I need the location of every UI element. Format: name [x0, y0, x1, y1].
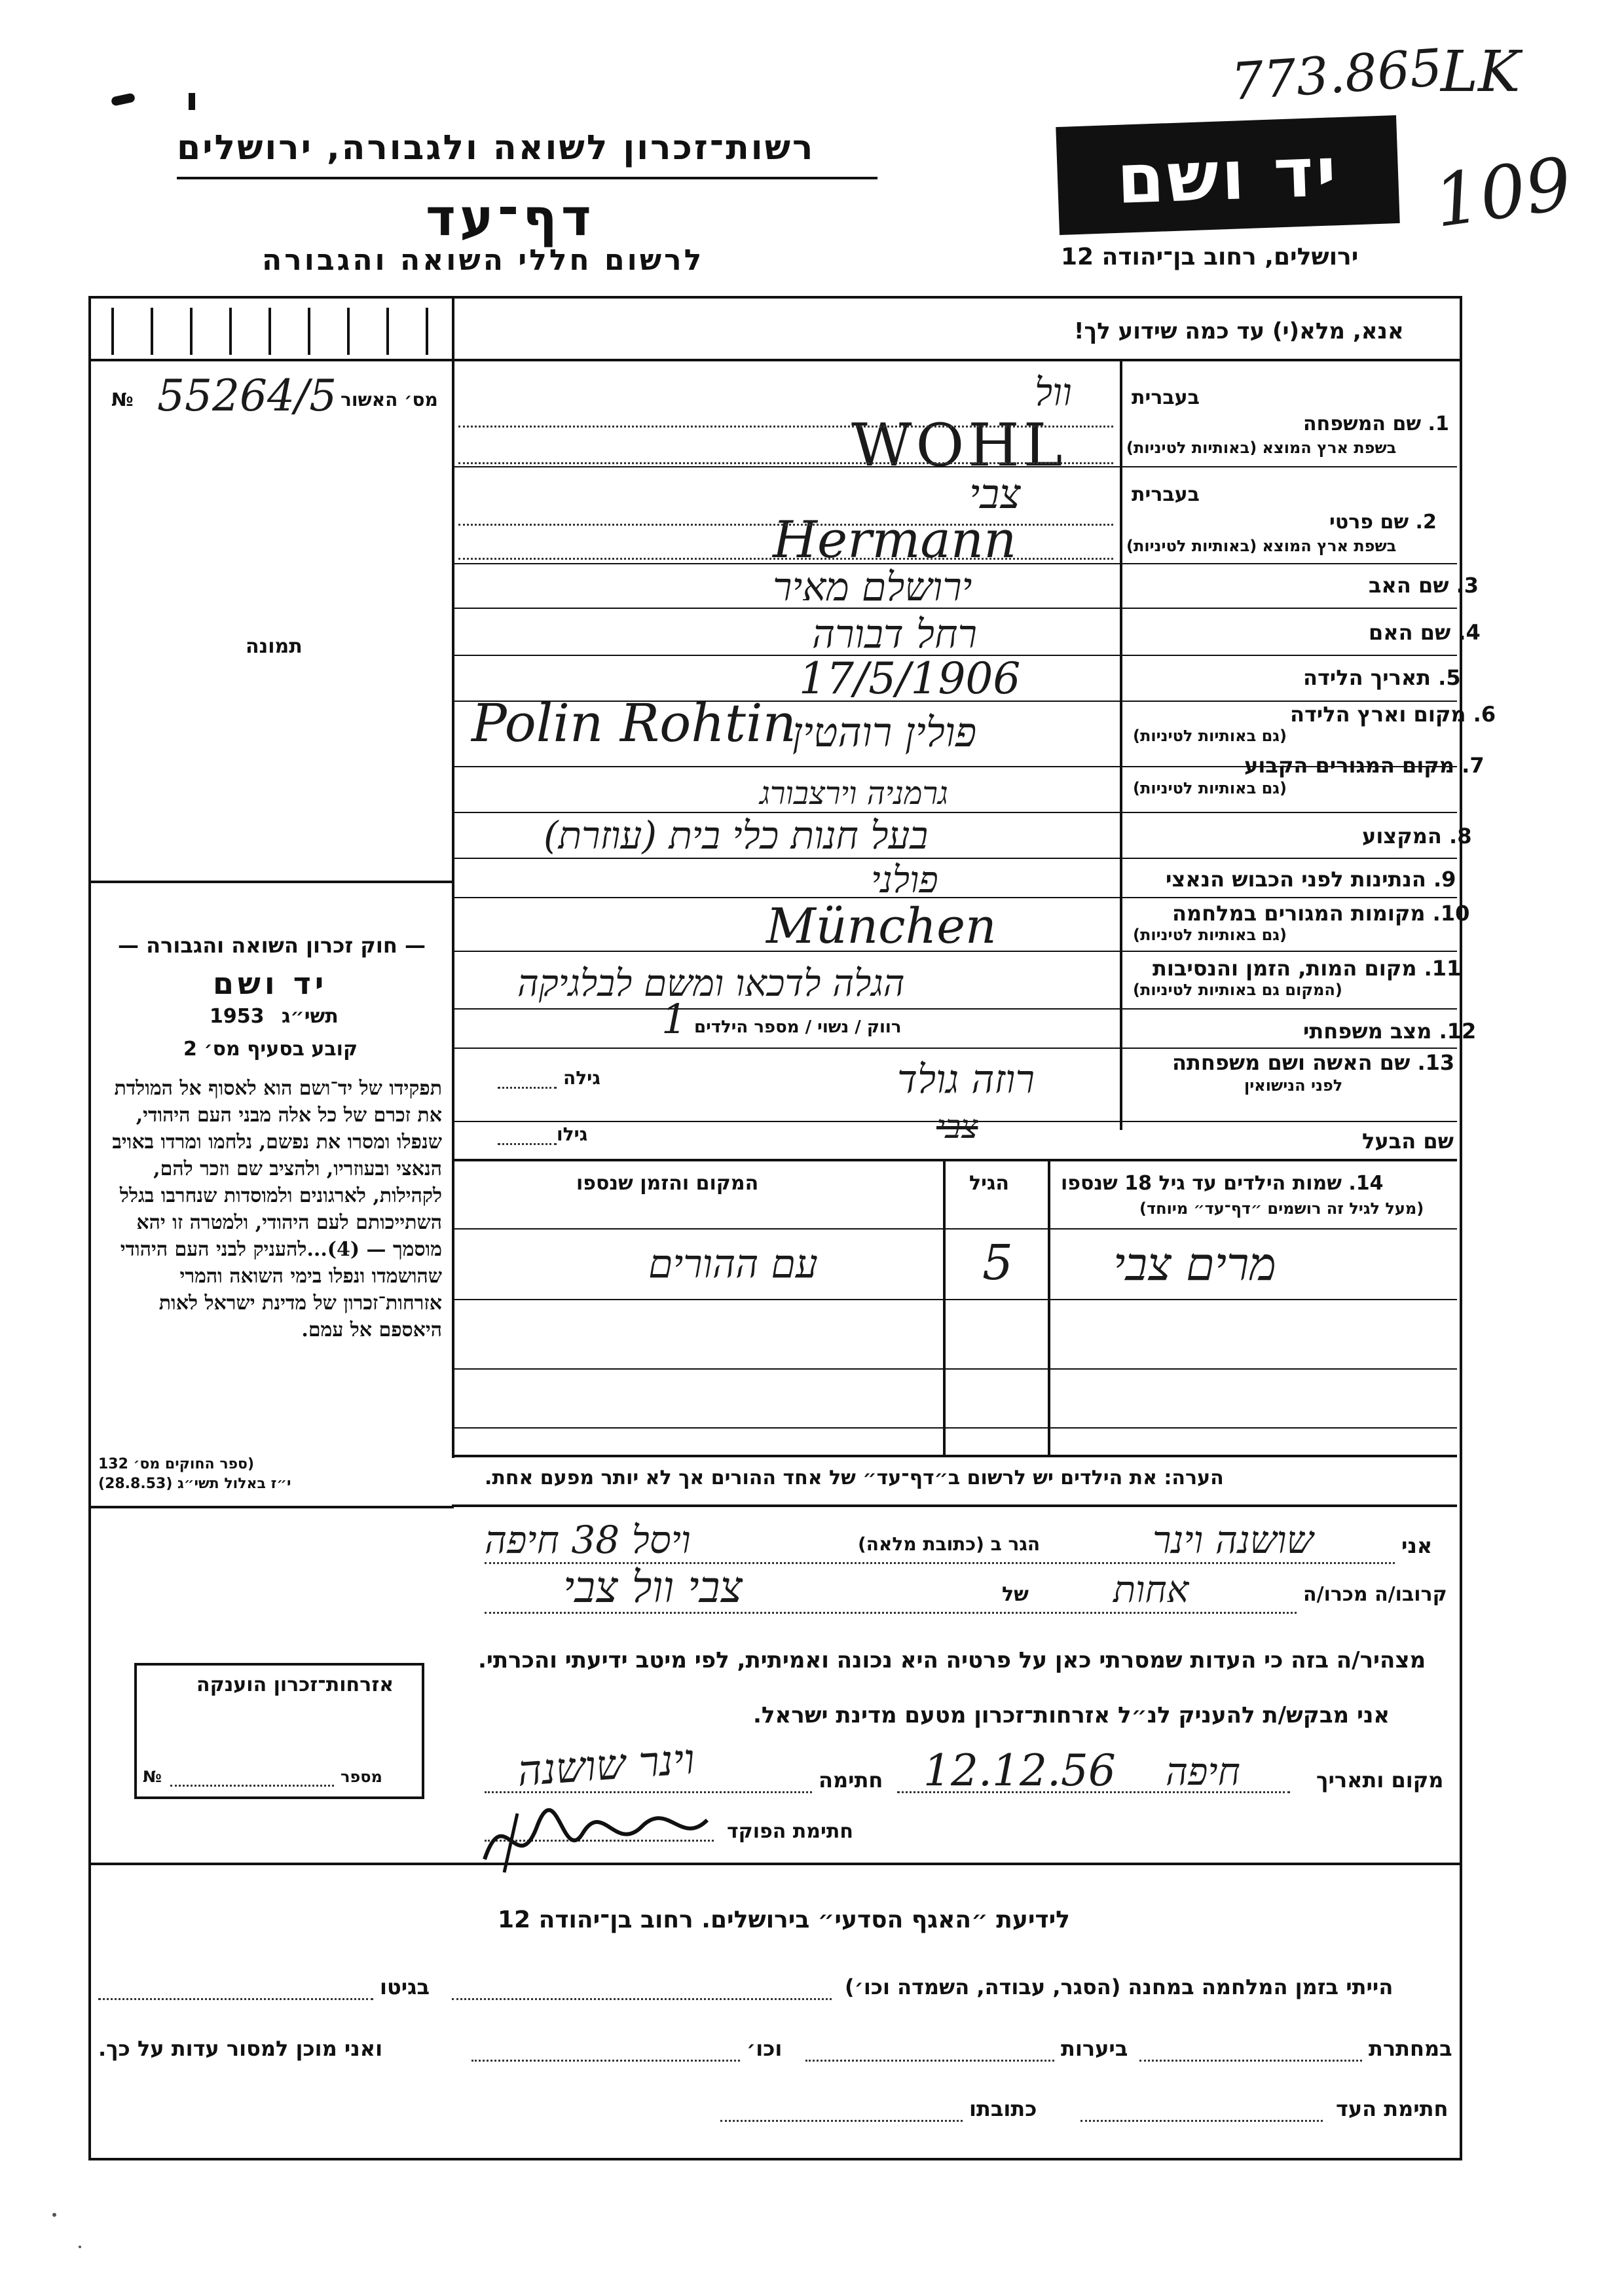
- field6-sub: (גם באותיות לטיניות): [1133, 727, 1287, 745]
- witness-signature-label: חתימת העד: [1336, 2096, 1449, 2121]
- field3-value: ירושלם מאיר: [773, 564, 972, 610]
- field2-line: [458, 558, 1113, 560]
- children-top-rule: [452, 1159, 1457, 1161]
- note-bottom-rule: [452, 1504, 1457, 1507]
- sidebar-bottom-rule: [88, 1506, 454, 1508]
- certificate-title: אזרחות־זכרון הוענקה: [196, 1673, 394, 1696]
- yad-vashem-logo: [1056, 115, 1399, 235]
- field1-latin-value: WOHL: [851, 411, 1067, 480]
- etc-line: [471, 2060, 740, 2062]
- law-clause: קובע בסעיף מס׳ 2: [183, 1038, 358, 1061]
- field1-hebrew-tag: בעברית: [1132, 386, 1200, 409]
- field13-age-label: גילה: [563, 1067, 600, 1089]
- field2-hebrew-value: צבי: [969, 470, 1021, 518]
- children-age-header: הגיל: [969, 1172, 1009, 1195]
- certificate-number-line: [170, 1785, 334, 1787]
- declarant-signature: וינר שושנה: [515, 1735, 697, 1796]
- field12-label: 12. מצב משפחתי: [1303, 1019, 1477, 1044]
- field6-latin-value: Polin Rohtin: [471, 693, 797, 754]
- field4-value: רחל דבורה: [812, 611, 977, 657]
- field10-label: 10. מקומות המגורים במלחמה: [1172, 901, 1470, 926]
- children-sub: (מעל לגיל זה רושמים ״דף־עד״ מיוחד): [1139, 1199, 1424, 1218]
- field9-value: פולני: [871, 859, 938, 902]
- field1-label: 1. שם המשפחה: [1303, 412, 1449, 435]
- children-header-rule: [452, 1228, 1457, 1230]
- officer-signature-label: חתימת הפוקד: [727, 1820, 853, 1843]
- field7-value: גרמניה וירצבורג: [760, 775, 948, 812]
- declarant-name: שושנה וינר: [1153, 1518, 1314, 1562]
- field7-label: 7. מקום המגורים הקבוע: [1244, 753, 1485, 778]
- top-handwritten-number: 773.865: [1229, 38, 1445, 113]
- witness-address-label: כתובתו: [969, 2096, 1037, 2121]
- declarant-address: ויסל 38 חיפה: [485, 1518, 691, 1562]
- signature-line: [897, 1791, 1290, 1793]
- field4-label: 4. שם האם: [1369, 620, 1481, 645]
- left-column-divider: [452, 296, 454, 1458]
- section-rule: [88, 881, 452, 883]
- field1-line: [458, 426, 1113, 428]
- officer-signature-scribble: [478, 1787, 714, 1879]
- declarant-address-label: הגר ב (כתובת מלאה): [858, 1533, 1041, 1555]
- form-title: דף־עד: [426, 189, 595, 247]
- children-row-rule: [452, 1427, 1457, 1429]
- field13-age-line: [498, 1087, 557, 1089]
- field5-value: 17/5/1906: [799, 653, 1021, 704]
- declarant-of-name: צבי וול צבי: [563, 1562, 743, 1613]
- scan-speck: [111, 92, 136, 106]
- row-rule: [452, 858, 1457, 859]
- request-text: אני מבקש/ת להעניק לנ״ל אזרחות־זכרון מטעם מדינת ישראל.: [753, 1702, 1390, 1728]
- label-column-divider: [1120, 359, 1122, 1130]
- children-row-rule: [452, 1299, 1457, 1300]
- wartime-camp-line: [452, 1998, 832, 2000]
- field11-sub: (המקום גם באותיות לטיניות): [1133, 981, 1342, 999]
- declaration-date: 12.12.56: [923, 1745, 1116, 1796]
- field13-value: רוזה גולד: [897, 1057, 1035, 1102]
- underground-label: במחתרת: [1369, 2036, 1452, 2061]
- field10-value: München: [766, 898, 997, 955]
- field11-value: הגלה לדכאו ומשם לבלגיקה: [517, 962, 905, 1005]
- law-reference-date: י״ז באלול תשי״ג (28.8.53): [98, 1476, 291, 1492]
- law-body: תפקידו של יד־ושם הוא לאסוף אל המולדת את זכרם של כל אלה מבני העם היהודי, שנפלו ומסרו את נפשם, נלחמו ומרדו באויב הנאצי ובעוזריו, ולהציב שם וזכר להם, לקהילות, לארגונים ולמוסדות שנחרבו בגלל השתייכותם לעם היהודי, ולמטרה זו יהא מוסמך — (4)...להעניק לבני העם היהודי שהושמדו ונפלו בימי השואה והמרי אזרחות־זכרון של מדינת ישראל לאות היאספם אל עמם.: [112, 1077, 442, 1341]
- field8-value: בעל חנות כלי בית (עוזרת): [544, 813, 929, 858]
- child-age: 5: [982, 1235, 1014, 1291]
- approval-label: מס׳ האשור: [341, 389, 438, 410]
- field5-label: 5. תאריך הלידה: [1303, 665, 1461, 690]
- husband-value: צבי: [936, 1108, 978, 1146]
- ghetto-line: [98, 1998, 373, 2000]
- scan-speck: [52, 2213, 56, 2217]
- form-barcode: [105, 308, 445, 355]
- row-rule: [452, 1048, 1457, 1049]
- field3-label: 3. שם האב: [1369, 573, 1479, 598]
- husband-label: שם הבעל: [1362, 1129, 1454, 1154]
- declarant-relation: אחות: [1113, 1569, 1189, 1611]
- field2-latin-value: Hermann: [773, 511, 1017, 570]
- child-place: עם ההורים: [648, 1241, 818, 1287]
- institution-name: רשות־זכרון לשואה ולגבורה, ירושלים: [177, 128, 815, 168]
- field8-label: 8. המקצוע: [1362, 824, 1472, 848]
- witness-signature-line: [1080, 2120, 1323, 2122]
- children-row-rule: [452, 1368, 1457, 1370]
- approval-number: 55264/5: [157, 371, 337, 421]
- declarant-i-label: אני: [1401, 1533, 1433, 1558]
- husband-age-label: גילו: [557, 1123, 588, 1145]
- bottom-notice: לידיעת ״האגף הסדעי״ בירושלים. רחוב בן־יהודה 12: [498, 1906, 1070, 1933]
- scan-speck: [189, 93, 195, 110]
- header-address: ירושלים, רחוב בן־יהודה 12: [1061, 244, 1359, 270]
- forests-label: ביערות: [1061, 2036, 1128, 2061]
- underground-line: [1139, 2060, 1362, 2062]
- note-text: הערה: את הילדים יש לרשום ב״דף־עד״ של אחד ההורים אך לא יותר מפעם אחת.: [485, 1467, 1224, 1489]
- children-col-a: [943, 1159, 946, 1457]
- certificate-number-label: מספר: [341, 1768, 382, 1786]
- field2-hebrew-tag: בעברית: [1132, 483, 1200, 506]
- side-handwritten-number: 109: [1429, 141, 1577, 244]
- field10-sub: (גם באותיות לטיניות): [1133, 926, 1287, 944]
- children-place-header: המקום והזמן שנספו: [576, 1172, 759, 1195]
- witness-address-line: [720, 2120, 963, 2122]
- wartime-camp-text: הייתי בזמן המלחמה במחנה (הסגר, עבודה, השמדה וכו׳): [845, 1975, 1393, 1999]
- field12-children-count: 1: [661, 995, 688, 1043]
- certificate-number-mark: №: [143, 1768, 162, 1786]
- field1-sub: בשפת ארץ המוצא (באותיות לטיניות): [1126, 439, 1397, 457]
- place-date-label: מקום ותאריך: [1316, 1768, 1444, 1793]
- husband-age-line: [498, 1143, 557, 1145]
- declaration-text: מצהיר/ה בזה כי העדות שמסרתי כאן על פרטיה היא נכונה ואמיתית, לפי מיטב ידיעתי והכרתי.: [478, 1647, 1426, 1673]
- field6-value: פולין רוהטין: [792, 708, 977, 756]
- intro-text: אנא, מלא(י) עד כמה שידוע לך!: [1074, 318, 1404, 344]
- field6-label: 6. מקום וארץ הלידה: [1290, 702, 1496, 727]
- field2-line: [458, 524, 1113, 526]
- child-name: מרים צבי: [1113, 1237, 1276, 1291]
- children-col-b: [1048, 1159, 1050, 1457]
- law-year: 1953: [210, 1005, 265, 1028]
- note-top-rule: [452, 1455, 1457, 1457]
- field1-hebrew-value: וול: [1035, 370, 1072, 414]
- field13-sub: לפני הנישואין: [1244, 1076, 1343, 1095]
- approval-no-mark: №: [111, 389, 134, 410]
- law-title: — חוק זכרון השואה והגבורה —: [118, 933, 426, 958]
- declaration-place: חיפה: [1166, 1749, 1240, 1794]
- ghetto-label: בגיטו: [380, 1975, 430, 1999]
- field1-line: [458, 462, 1113, 464]
- header-rule: [177, 177, 877, 179]
- field2-label: 2. שם פרטי: [1329, 511, 1437, 534]
- etc-label: וכו׳: [747, 2036, 783, 2061]
- forests-line: [805, 2060, 1054, 2062]
- law-year-hebrew: תשי״ג: [282, 1005, 339, 1028]
- row-rule: [452, 1008, 1457, 1010]
- form-subtitle: לרשום חללי השואה והגבורה: [262, 244, 705, 277]
- children-label: 14. שמות הילדים עד גיל 18 שנספו: [1061, 1172, 1384, 1195]
- signature-label: חתימה: [819, 1768, 883, 1793]
- field12-options: רווק / נשוי / מספר הילדים: [694, 1017, 902, 1037]
- field13-label: 13. שם האשה ושם משפחתה: [1172, 1050, 1455, 1075]
- testimony-willing: ואני מוכן למסור עדות על כך.: [98, 2036, 383, 2061]
- declarant-relation-label: קרובו/ה מכרו/ה: [1303, 1583, 1447, 1606]
- intro-rule: [88, 359, 1460, 361]
- field11-label: 11. מקום המות, הזמן והנסיבות: [1153, 956, 1462, 981]
- photo-label: תמונה: [246, 635, 303, 658]
- declarant-line: [485, 1612, 1297, 1614]
- field2-sub: בשפת ארץ המוצא (באותיות לטיניות): [1126, 537, 1397, 555]
- law-reference: (ספר החוקים מס׳ 132: [98, 1456, 255, 1472]
- top-handwritten-mark: LK: [1441, 39, 1521, 105]
- scan-speck: [79, 2246, 81, 2248]
- declarant-of-label: של: [1002, 1583, 1029, 1606]
- bottom-section-rule: [88, 1863, 1460, 1865]
- logo-text: יד ושם: [1115, 131, 1340, 219]
- law-logo: יד ושם: [213, 966, 328, 1001]
- field9-label: 9. הנתינות לפני הכבוש הנאצי: [1166, 867, 1456, 892]
- field7-sub: (גם באותיות לטיניות): [1133, 779, 1287, 797]
